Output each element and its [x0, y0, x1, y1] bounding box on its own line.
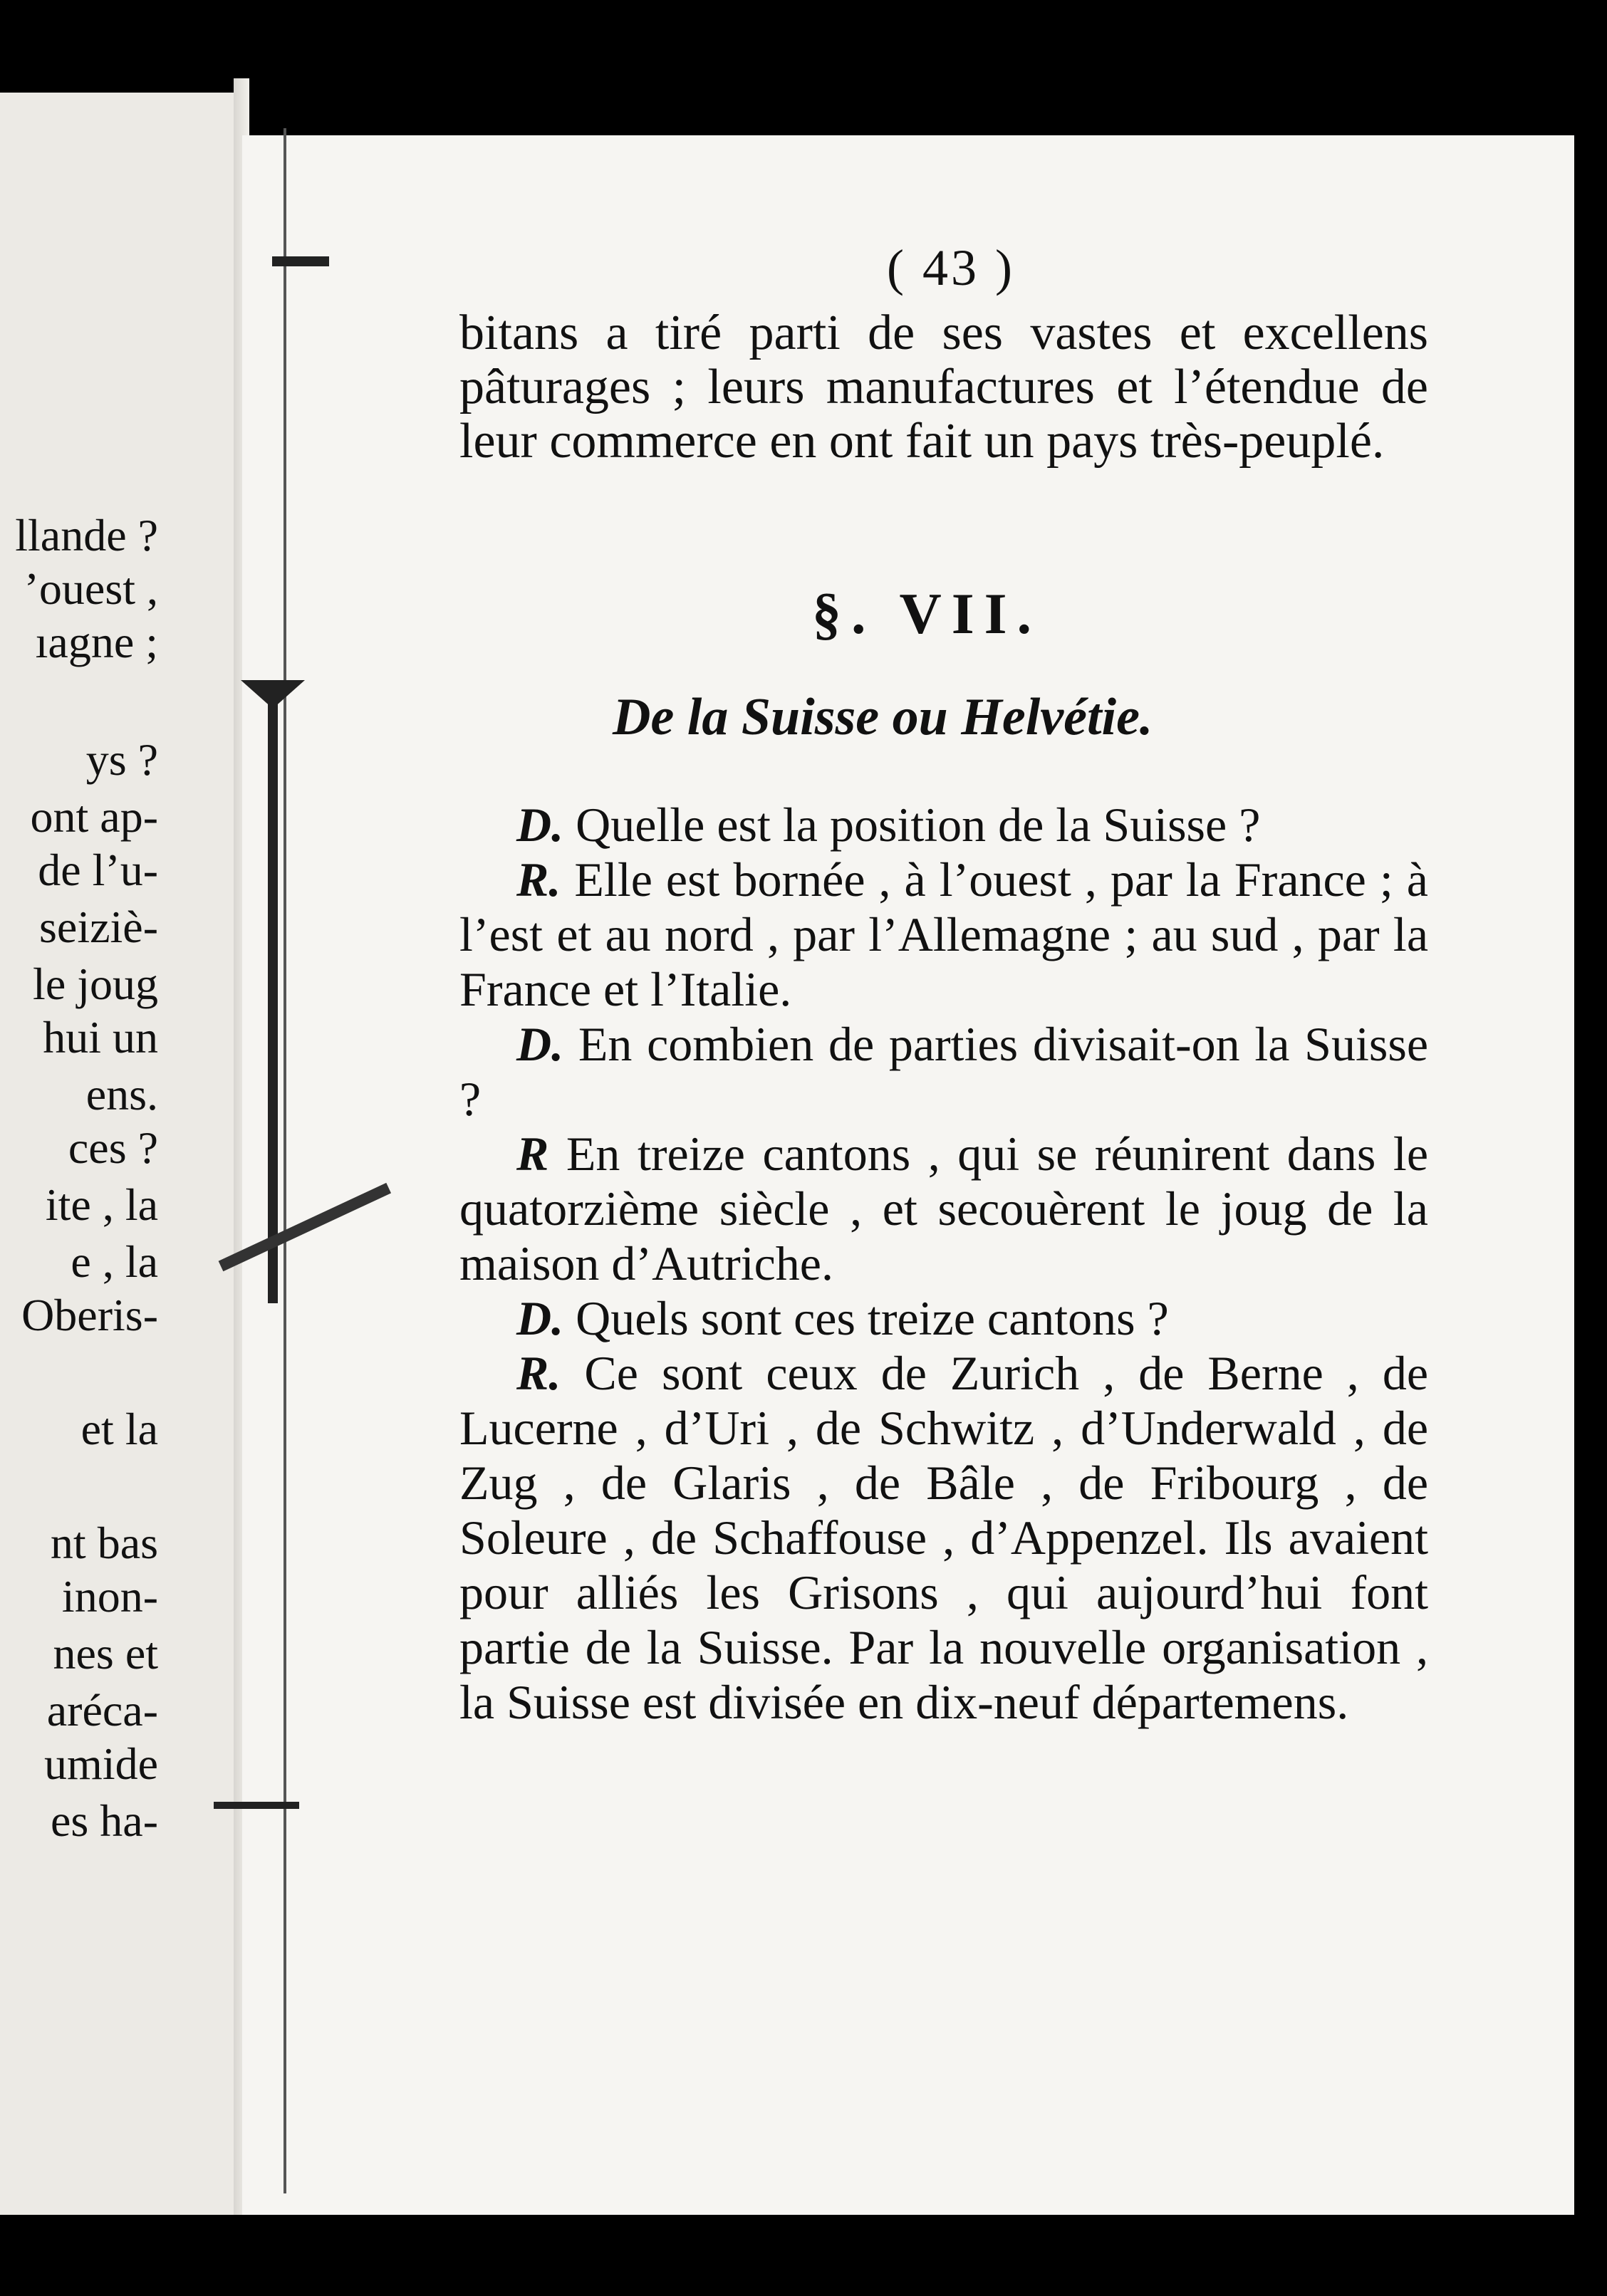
qa-marker: D. [516, 1291, 564, 1345]
ink-mark [214, 1802, 299, 1809]
left-line: et la [80, 1404, 158, 1454]
left-line: ont ap- [30, 791, 158, 842]
left-line: aréca- [46, 1685, 158, 1736]
page-number: ( 43 ) [887, 239, 1015, 296]
qa-marker: D. [516, 798, 564, 852]
qa-text: En combien de parties divisait-on la Suisse ? [459, 1017, 1429, 1126]
qa-marker: R. [516, 852, 561, 907]
left-line: Oberis- [21, 1290, 158, 1340]
left-line: inon- [61, 1571, 158, 1622]
qa-item [459, 798, 1428, 852]
left-line: llande ? [15, 510, 158, 560]
arrow-shaft [268, 691, 278, 1303]
left-line: ys ? [85, 734, 158, 785]
qa-text: Quelle est la position de la Suisse ? [576, 798, 1261, 852]
left-line: es ha- [50, 1795, 158, 1846]
qa-marker: D. [516, 1017, 564, 1071]
qa-item [459, 852, 1428, 1017]
section-number: §. VII. [812, 581, 1042, 646]
left-line: nt bas [50, 1518, 158, 1568]
qa-item [459, 1017, 1428, 1127]
section-title: De la Suisse ou Helvétie. [613, 688, 1153, 746]
left-line: ıagne ; [35, 617, 158, 667]
qa-marker: R. [516, 1346, 561, 1400]
qa-marker: R [516, 1127, 549, 1181]
left-line: ’ouest , [24, 563, 158, 614]
question-answer-list [459, 798, 1428, 1730]
opening-paragraph [459, 306, 1428, 469]
left-line: nes et [53, 1628, 158, 1679]
gutter-line [284, 128, 286, 2193]
qa-text: Quels sont ces treize cantons ? [576, 1291, 1169, 1345]
qa-text: En treize cantons , qui se réunirent dans le quatorzième siècle , et secouèrent le joug de la maison d’Autriche. [459, 1127, 1428, 1290]
left-line: e , la [71, 1236, 158, 1287]
left-line: ite , la [45, 1179, 158, 1230]
qa-item [459, 1127, 1428, 1291]
qa-item [459, 1291, 1428, 1346]
qa-item [459, 1346, 1428, 1730]
left-line: le joug [33, 959, 158, 1009]
paragraph-text: bitans a tiré parti de ses vastes et excellens pâturages ; leurs manufactures et l’étendue de leur commerce en ont fait un pays très-peuplé. [459, 306, 1428, 469]
left-line: hui un [43, 1012, 158, 1063]
left-line: ces ? [68, 1122, 158, 1173]
left-line: de l’u- [38, 845, 158, 895]
ink-mark [272, 256, 329, 266]
left-line: seiziè- [39, 902, 158, 952]
qa-text: Ce sont ceux de Zurich , de Berne , de Lucerne , d’Uri , de Schwitz , d’Underwald , de Zug , de Glaris , de Bâle , de Fribourg , de Soleure , de Schaffouse , d’Appenzel. Ils avaient pour alliés les Grisons , qui aujourd’hui font partie de la Suisse. Par la nouvelle organisation , la Suisse est divisée en dix-neuf départemens. [459, 1346, 1429, 1729]
left-line: ens. [85, 1069, 158, 1120]
qa-text: Elle est bornée , à l’ouest , par la France ; à l’est et au nord , par l’Allemagne ; au sud , par la France et l’Italie. [459, 852, 1428, 1016]
left-line: umide [44, 1738, 158, 1789]
